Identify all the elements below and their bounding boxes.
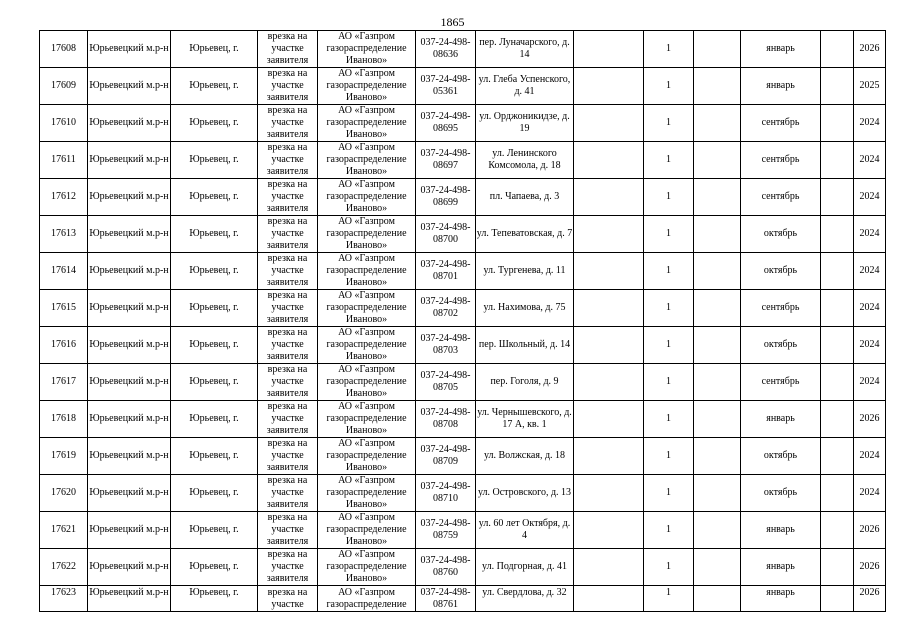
empty-cell bbox=[821, 290, 854, 327]
empty-cell bbox=[574, 290, 644, 327]
table-row bbox=[40, 179, 886, 216]
work-type-cell: врезка на участке заявителя bbox=[258, 142, 318, 179]
city-cell: Юрьевец, г. bbox=[171, 364, 258, 401]
empty-cell bbox=[821, 105, 854, 142]
month-cell: январь bbox=[741, 31, 821, 68]
month-cell: сентябрь bbox=[741, 179, 821, 216]
empty-cell bbox=[574, 216, 644, 253]
city-cell: Юрьевец, г. bbox=[171, 105, 258, 142]
year-cell: 2026 bbox=[854, 512, 886, 549]
month-cell: октябрь bbox=[741, 438, 821, 475]
district-cell: Юрьевецкий м.р-н bbox=[88, 142, 171, 179]
empty-cell bbox=[821, 68, 854, 105]
district-cell: Юрьевецкий м.р-н bbox=[88, 105, 171, 142]
row-number: 17612 bbox=[40, 179, 88, 216]
district-cell: Юрьевецкий м.р-н bbox=[88, 475, 171, 512]
quantity-cell: 1 bbox=[644, 216, 694, 253]
empty-cell bbox=[574, 438, 644, 475]
empty-cell bbox=[574, 512, 644, 549]
city-cell: Юрьевец, г. bbox=[171, 68, 258, 105]
row-number: 17617 bbox=[40, 364, 88, 401]
organization-cell: АО «Газпром газораспределение Иваново» bbox=[318, 475, 416, 512]
table-row bbox=[40, 586, 886, 612]
city-cell: Юрьевец, г. bbox=[171, 31, 258, 68]
empty-cell bbox=[821, 327, 854, 364]
city-cell: Юрьевец, г. bbox=[171, 586, 258, 612]
month-cell: сентябрь bbox=[741, 290, 821, 327]
empty-cell bbox=[694, 586, 741, 612]
quantity-cell: 1 bbox=[644, 142, 694, 179]
object-code-cell: 037-24-498-08760 bbox=[416, 549, 476, 586]
table-row bbox=[40, 290, 886, 327]
row-number: 17611 bbox=[40, 142, 88, 179]
city-cell: Юрьевец, г. bbox=[171, 142, 258, 179]
organization-cell: АО «Газпром газораспределение Иваново» bbox=[318, 364, 416, 401]
table-row bbox=[40, 401, 886, 438]
district-cell: Юрьевецкий м.р-н bbox=[88, 512, 171, 549]
year-cell: 2024 bbox=[854, 253, 886, 290]
row-number: 17613 bbox=[40, 216, 88, 253]
year-cell: 2026 bbox=[854, 586, 886, 612]
organization-cell: АО «Газпром газораспределение Иваново» bbox=[318, 438, 416, 475]
row-number: 17608 bbox=[40, 31, 88, 68]
page-number: 1865 bbox=[440, 15, 465, 29]
address-cell: ул. Волжская, д. 18 bbox=[476, 438, 574, 475]
organization-cell: АО «Газпром газораспределение Иваново» bbox=[318, 216, 416, 253]
object-code-cell: 037-24-498-08709 bbox=[416, 438, 476, 475]
year-cell: 2024 bbox=[854, 327, 886, 364]
city-cell: Юрьевец, г. bbox=[171, 438, 258, 475]
empty-cell bbox=[821, 364, 854, 401]
quantity-cell: 1 bbox=[644, 401, 694, 438]
work-type-cell: врезка на участке заявителя bbox=[258, 179, 318, 216]
month-cell: октябрь bbox=[741, 216, 821, 253]
district-cell: Юрьевецкий м.р-н bbox=[88, 549, 171, 586]
work-type-cell: врезка на участке bbox=[258, 586, 318, 612]
district-cell: Юрьевецкий м.р-н bbox=[88, 179, 171, 216]
quantity-cell: 1 bbox=[644, 549, 694, 586]
empty-cell bbox=[821, 253, 854, 290]
object-code-cell: 037-24-498-08699 bbox=[416, 179, 476, 216]
organization-cell: АО «Газпром газораспределение Иваново» bbox=[318, 401, 416, 438]
quantity-cell: 1 bbox=[644, 512, 694, 549]
empty-cell bbox=[574, 364, 644, 401]
address-cell: ул. Тургенева, д. 11 bbox=[476, 253, 574, 290]
empty-cell bbox=[574, 31, 644, 68]
row-number: 17615 bbox=[40, 290, 88, 327]
address-cell: ул. Орджоникидзе, д. 19 bbox=[476, 105, 574, 142]
row-number: 17614 bbox=[40, 253, 88, 290]
city-cell: Юрьевец, г. bbox=[171, 216, 258, 253]
month-cell: сентябрь bbox=[741, 105, 821, 142]
organization-cell: АО «Газпром газораспределение Иваново» bbox=[318, 549, 416, 586]
city-cell: Юрьевец, г. bbox=[171, 549, 258, 586]
month-cell: январь bbox=[741, 401, 821, 438]
organization-cell: АО «Газпром газораспределение Иваново» bbox=[318, 512, 416, 549]
district-cell: Юрьевецкий м.р-н bbox=[88, 364, 171, 401]
object-code-cell: 037-24-498-08695 bbox=[416, 105, 476, 142]
empty-cell bbox=[694, 475, 741, 512]
empty-cell bbox=[821, 549, 854, 586]
organization-cell: АО «Газпром газораспределение Иваново» bbox=[318, 105, 416, 142]
work-type-cell: врезка на участке заявителя bbox=[258, 364, 318, 401]
quantity-cell: 1 bbox=[644, 290, 694, 327]
quantity-cell: 1 bbox=[644, 475, 694, 512]
empty-cell bbox=[694, 327, 741, 364]
row-number: 17621 bbox=[40, 512, 88, 549]
empty-cell bbox=[694, 31, 741, 68]
district-cell: Юрьевецкий м.р-н bbox=[88, 586, 171, 612]
address-cell: пл. Чапаева, д. 3 bbox=[476, 179, 574, 216]
table-row bbox=[40, 327, 886, 364]
organization-cell: АО «Газпром газораспределение Иваново» bbox=[318, 253, 416, 290]
table-row bbox=[40, 364, 886, 401]
empty-cell bbox=[694, 142, 741, 179]
city-cell: Юрьевец, г. bbox=[171, 475, 258, 512]
object-code-cell: 037-24-498-08697 bbox=[416, 142, 476, 179]
city-cell: Юрьевец, г. bbox=[171, 401, 258, 438]
work-type-cell: врезка на участке заявителя bbox=[258, 31, 318, 68]
row-number: 17609 bbox=[40, 68, 88, 105]
empty-cell bbox=[694, 105, 741, 142]
empty-cell bbox=[821, 475, 854, 512]
object-code-cell: 037-24-498-08710 bbox=[416, 475, 476, 512]
table-row bbox=[40, 31, 886, 68]
year-cell: 2025 bbox=[854, 68, 886, 105]
empty-cell bbox=[574, 105, 644, 142]
year-cell: 2024 bbox=[854, 438, 886, 475]
empty-cell bbox=[694, 253, 741, 290]
district-cell: Юрьевецкий м.р-н bbox=[88, 68, 171, 105]
work-type-cell: врезка на участке заявителя bbox=[258, 253, 318, 290]
address-cell: пер. Гоголя, д. 9 bbox=[476, 364, 574, 401]
object-code-cell: 037-24-498-08708 bbox=[416, 401, 476, 438]
work-type-cell: врезка на участке заявителя bbox=[258, 216, 318, 253]
address-cell: ул. Чернышевского, д. 17 А, кв. 1 bbox=[476, 401, 574, 438]
empty-cell bbox=[694, 290, 741, 327]
empty-cell bbox=[574, 586, 644, 612]
month-cell: октябрь bbox=[741, 253, 821, 290]
empty-cell bbox=[574, 475, 644, 512]
empty-cell bbox=[821, 142, 854, 179]
empty-cell bbox=[694, 179, 741, 216]
month-cell: январь bbox=[741, 512, 821, 549]
month-cell: октябрь bbox=[741, 327, 821, 364]
address-cell: пер. Луначарского, д. 14 bbox=[476, 31, 574, 68]
year-cell: 2024 bbox=[854, 475, 886, 512]
empty-cell bbox=[821, 216, 854, 253]
year-cell: 2024 bbox=[854, 216, 886, 253]
organization-cell: АО «Газпром газораспределение Иваново» bbox=[318, 179, 416, 216]
district-cell: Юрьевецкий м.р-н bbox=[88, 438, 171, 475]
organization-cell: АО «Газпром газораспределение Иваново» bbox=[318, 142, 416, 179]
quantity-cell: 1 bbox=[644, 179, 694, 216]
empty-cell bbox=[694, 549, 741, 586]
district-cell: Юрьевецкий м.р-н bbox=[88, 327, 171, 364]
city-cell: Юрьевец, г. bbox=[171, 179, 258, 216]
object-code-cell: 037-24-498-08636 bbox=[416, 31, 476, 68]
object-code-cell: 037-24-498-08700 bbox=[416, 216, 476, 253]
row-number: 17616 bbox=[40, 327, 88, 364]
table-row bbox=[40, 142, 886, 179]
district-cell: Юрьевецкий м.р-н bbox=[88, 290, 171, 327]
city-cell: Юрьевец, г. bbox=[171, 253, 258, 290]
table-row bbox=[40, 438, 886, 475]
object-code-cell: 037-24-498-08705 bbox=[416, 364, 476, 401]
work-type-cell: врезка на участке заявителя bbox=[258, 401, 318, 438]
table-row bbox=[40, 549, 886, 586]
work-type-cell: врезка на участке заявителя bbox=[258, 512, 318, 549]
address-cell: пер. Школьный, д. 14 bbox=[476, 327, 574, 364]
work-type-cell: врезка на участке заявителя bbox=[258, 549, 318, 586]
object-code-cell: 037-24-498-08702 bbox=[416, 290, 476, 327]
table-row bbox=[40, 216, 886, 253]
empty-cell bbox=[821, 31, 854, 68]
empty-cell bbox=[574, 179, 644, 216]
month-cell: октябрь bbox=[741, 475, 821, 512]
object-code-cell: 037-24-498-08701 bbox=[416, 253, 476, 290]
year-cell: 2026 bbox=[854, 549, 886, 586]
object-code-cell: 037-24-498-08703 bbox=[416, 327, 476, 364]
city-cell: Юрьевец, г. bbox=[171, 290, 258, 327]
row-number: 17618 bbox=[40, 401, 88, 438]
empty-cell bbox=[574, 68, 644, 105]
organization-cell: АО «Газпром газораспределение Иваново» bbox=[318, 31, 416, 68]
organization-cell: АО «Газпром газораспределение Иваново» bbox=[318, 68, 416, 105]
registry-table bbox=[39, 30, 886, 612]
month-cell: сентябрь bbox=[741, 364, 821, 401]
organization-cell: АО «Газпром газораспределение bbox=[318, 586, 416, 612]
month-cell: январь bbox=[741, 549, 821, 586]
work-type-cell: врезка на участке заявителя bbox=[258, 290, 318, 327]
year-cell: 2024 bbox=[854, 142, 886, 179]
empty-cell bbox=[694, 364, 741, 401]
quantity-cell: 1 bbox=[644, 364, 694, 401]
city-cell: Юрьевец, г. bbox=[171, 327, 258, 364]
year-cell: 2024 bbox=[854, 290, 886, 327]
object-code-cell: 037-24-498-05361 bbox=[416, 68, 476, 105]
work-type-cell: врезка на участке заявителя bbox=[258, 475, 318, 512]
row-number: 17622 bbox=[40, 549, 88, 586]
quantity-cell: 1 bbox=[644, 253, 694, 290]
table-row bbox=[40, 68, 886, 105]
row-number: 17610 bbox=[40, 105, 88, 142]
quantity-cell: 1 bbox=[644, 327, 694, 364]
object-code-cell: 037-24-498-08759 bbox=[416, 512, 476, 549]
empty-cell bbox=[821, 512, 854, 549]
work-type-cell: врезка на участке заявителя bbox=[258, 68, 318, 105]
empty-cell bbox=[694, 216, 741, 253]
year-cell: 2026 bbox=[854, 31, 886, 68]
empty-cell bbox=[694, 512, 741, 549]
address-cell: ул. Ленинского Комсомола, д. 18 bbox=[476, 142, 574, 179]
year-cell: 2024 bbox=[854, 364, 886, 401]
empty-cell bbox=[821, 179, 854, 216]
empty-cell bbox=[821, 401, 854, 438]
address-cell: ул. Нахимова, д. 75 bbox=[476, 290, 574, 327]
empty-cell bbox=[574, 549, 644, 586]
district-cell: Юрьевецкий м.р-н bbox=[88, 31, 171, 68]
year-cell: 2024 bbox=[854, 179, 886, 216]
month-cell: январь bbox=[741, 68, 821, 105]
empty-cell bbox=[574, 142, 644, 179]
year-cell: 2026 bbox=[854, 401, 886, 438]
table-row bbox=[40, 253, 886, 290]
row-number: 17623 bbox=[40, 586, 88, 612]
work-type-cell: врезка на участке заявителя bbox=[258, 327, 318, 364]
address-cell: ул. Островского, д. 13 bbox=[476, 475, 574, 512]
empty-cell bbox=[694, 401, 741, 438]
empty-cell bbox=[694, 68, 741, 105]
quantity-cell: 1 bbox=[644, 68, 694, 105]
month-cell: январь bbox=[741, 586, 821, 612]
table-row bbox=[40, 512, 886, 549]
empty-cell bbox=[694, 438, 741, 475]
district-cell: Юрьевецкий м.р-н bbox=[88, 401, 171, 438]
quantity-cell: 1 bbox=[644, 438, 694, 475]
address-cell: ул. Подгорная, д. 41 bbox=[476, 549, 574, 586]
district-cell: Юрьевецкий м.р-н bbox=[88, 253, 171, 290]
address-cell: ул. Тепеватовская, д. 7 bbox=[476, 216, 574, 253]
registry-body bbox=[40, 31, 886, 612]
quantity-cell: 1 bbox=[644, 31, 694, 68]
empty-cell bbox=[821, 438, 854, 475]
city-cell: Юрьевец, г. bbox=[171, 512, 258, 549]
empty-cell bbox=[574, 401, 644, 438]
organization-cell: АО «Газпром газораспределение Иваново» bbox=[318, 290, 416, 327]
row-number: 17619 bbox=[40, 438, 88, 475]
year-cell: 2024 bbox=[854, 105, 886, 142]
empty-cell bbox=[821, 586, 854, 612]
organization-cell: АО «Газпром газораспределение Иваново» bbox=[318, 327, 416, 364]
empty-cell bbox=[574, 327, 644, 364]
work-type-cell: врезка на участке заявителя bbox=[258, 438, 318, 475]
table-row bbox=[40, 475, 886, 512]
empty-cell bbox=[574, 253, 644, 290]
work-type-cell: врезка на участке заявителя bbox=[258, 105, 318, 142]
address-cell: ул. 60 лет Октября, д. 4 bbox=[476, 512, 574, 549]
address-cell: ул. Свердлова, д. 32 bbox=[476, 586, 574, 612]
quantity-cell: 1 bbox=[644, 105, 694, 142]
address-cell: ул. Глеба Успенского, д. 41 bbox=[476, 68, 574, 105]
table-row bbox=[40, 105, 886, 142]
row-number: 17620 bbox=[40, 475, 88, 512]
quantity-cell: 1 bbox=[644, 586, 694, 612]
object-code-cell: 037-24-498-08761 bbox=[416, 586, 476, 612]
month-cell: сентябрь bbox=[741, 142, 821, 179]
district-cell: Юрьевецкий м.р-н bbox=[88, 216, 171, 253]
